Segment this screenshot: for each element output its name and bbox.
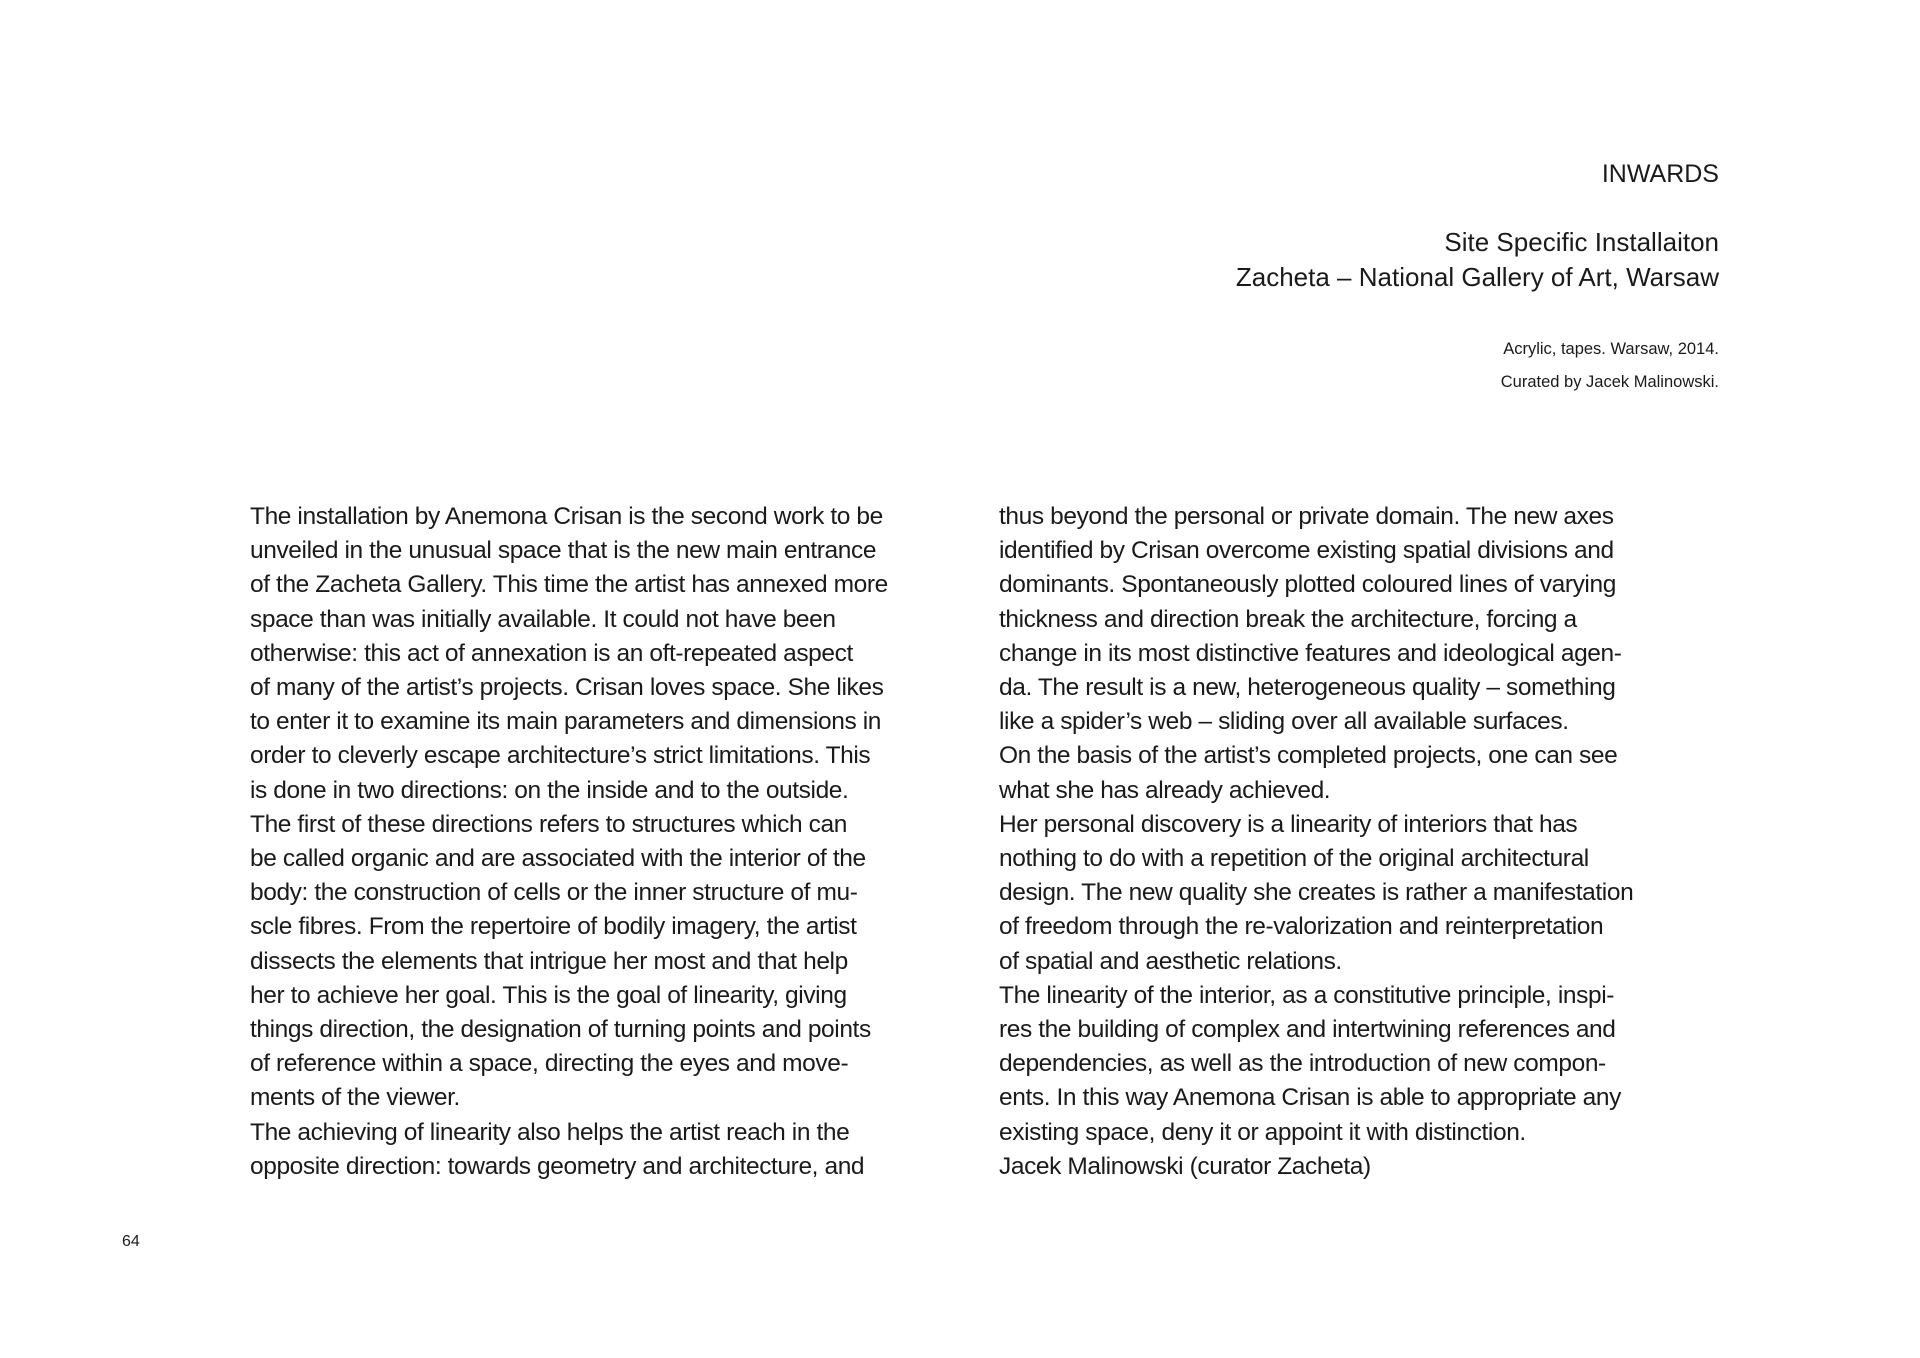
text-line: space than was initially available. It could not have been xyxy=(250,605,836,633)
text-line: dissects the elements that intrigue her most and that help xyxy=(250,947,848,975)
details-line: Curated by Jacek Malinowski. xyxy=(1500,373,1719,391)
text-line: is done in two directions: on the inside and to the outside. xyxy=(250,776,849,804)
body-column-2 xyxy=(999,500,1739,1184)
text-line: dependencies, as well as the introduction of new compon- xyxy=(999,1050,1606,1078)
subtitle xyxy=(1236,225,1719,295)
body-column-1 xyxy=(250,500,990,1184)
text-line: of the Zacheta Gallery. This time the artist has annexed more xyxy=(250,571,888,599)
text-line: order to cleverly escape architecture’s strict limitations. This xyxy=(250,742,871,770)
text-line: body: the construction of cells or the inner structure of mu- xyxy=(250,879,858,907)
text-line: otherwise: this act of annexation is an oft-repeated aspect xyxy=(250,639,853,667)
text-line: The achieving of linearity also helps the artist reach in the xyxy=(250,1118,850,1146)
text-line: nothing to do with a repetition of the original architectural xyxy=(999,845,1589,873)
text-line: existing space, deny it or appoint it with distinction. xyxy=(999,1118,1526,1146)
text-line: On the basis of the artist’s completed projects, one can see xyxy=(999,742,1618,770)
text-line: unveiled in the unusual space that is the new main entrance xyxy=(250,537,877,565)
work-details xyxy=(1501,333,1719,399)
text-line: change in its most distinctive features and ideological agen- xyxy=(999,639,1622,667)
page-title: INWARDS xyxy=(1601,160,1719,188)
details-line: Acrylic, tapes. Warsaw, 2014. xyxy=(1503,340,1719,358)
text-line: opposite direction: towards geometry and architecture, and xyxy=(250,1152,865,1180)
text-line: The linearity of the interior, as a constitutive principle, inspi- xyxy=(999,981,1614,1009)
text-line: of many of the artist’s projects. Crisan loves space. She likes xyxy=(250,674,884,702)
text-line: Jacek Malinowski (curator Zacheta) xyxy=(999,1152,1371,1180)
text-line: ments of the viewer. xyxy=(250,1084,460,1112)
text-line: of reference within a space, directing the eyes and move- xyxy=(250,1050,849,1078)
text-line: scle fibres. From the repertoire of bodily imagery, the artist xyxy=(250,913,857,941)
text-line: of spatial and aesthetic relations. xyxy=(999,947,1342,975)
text-line: res the building of complex and intertwining references and xyxy=(999,1016,1616,1044)
subtitle-line: Zacheta – National Gallery of Art, Warsaw xyxy=(1235,262,1719,292)
text-line: thus beyond the personal or private domain. The new axes xyxy=(999,503,1614,530)
text-line: Her personal discovery is a linearity of interiors that has xyxy=(999,810,1578,838)
page-number: 64 xyxy=(122,1233,140,1250)
text-line: identified by Crisan overcome existing spatial divisions and xyxy=(999,537,1614,565)
text-line: like a spider’s web – sliding over all available surfaces. xyxy=(999,708,1569,736)
text-line: ents. In this way Anemona Crisan is able to appropriate any xyxy=(999,1084,1621,1112)
text-line: what she has already achieved. xyxy=(999,776,1331,804)
text-line: be called organic and are associated with the interior of the xyxy=(250,845,866,873)
text-line: design. The new quality she creates is rather a manifestation xyxy=(999,879,1634,907)
text-line: da. The result is a new, heterogeneous quality – something xyxy=(999,674,1616,702)
text-line: The first of these directions refers to structures which can xyxy=(250,810,847,838)
subtitle-line: Site Specific Installaiton xyxy=(1444,227,1719,257)
text-line: thickness and direction break the architecture, forcing a xyxy=(999,605,1577,633)
text-line: to enter it to examine its main parameters and dimensions in xyxy=(250,708,882,736)
text-line: The installation by Anemona Crisan is the second work to be xyxy=(250,503,883,530)
text-line: things direction, the designation of turning points and points xyxy=(250,1016,871,1044)
text-line: dominants. Spontaneously plotted coloured lines of varying xyxy=(999,571,1616,599)
text-line: of freedom through the re-valorization and reinterpretation xyxy=(999,913,1604,941)
text-line: her to achieve her goal. This is the goal of linearity, giving xyxy=(250,981,847,1009)
